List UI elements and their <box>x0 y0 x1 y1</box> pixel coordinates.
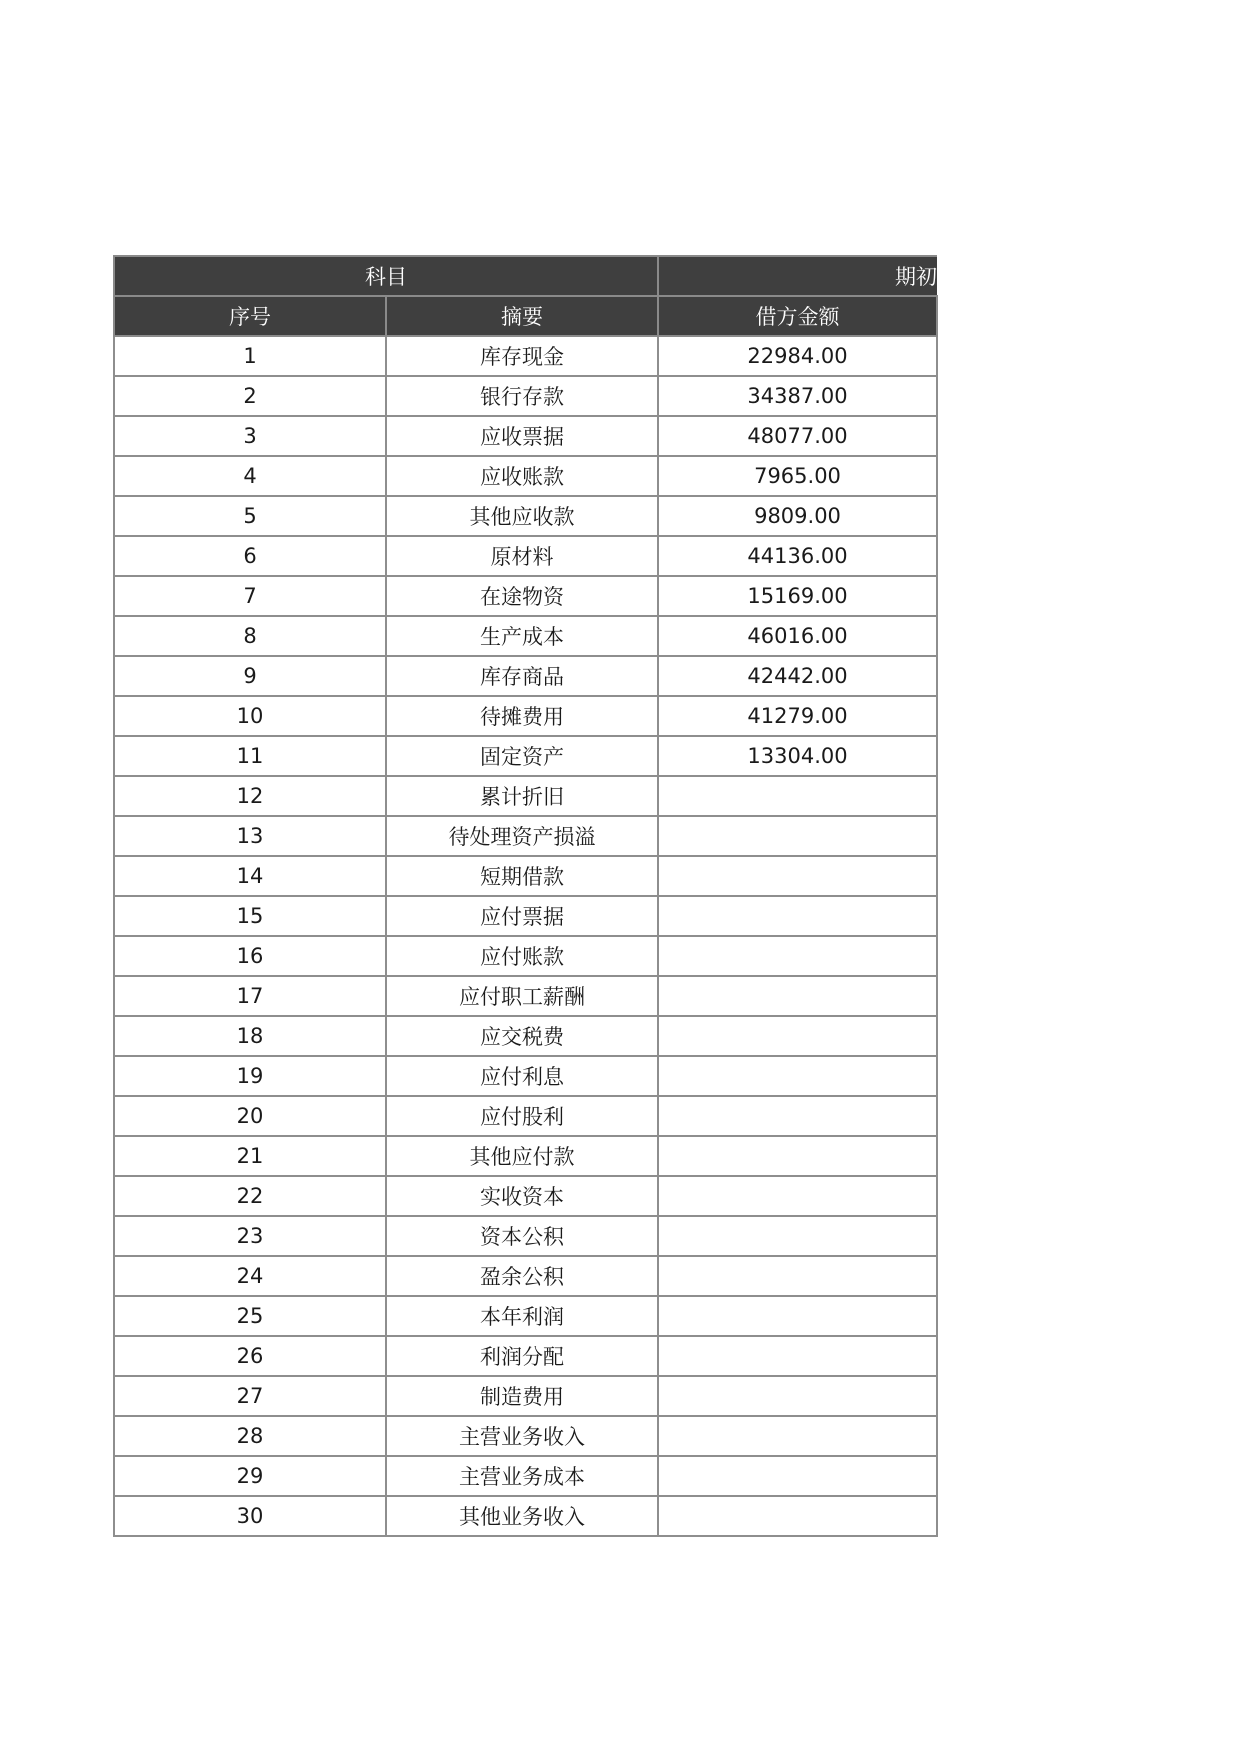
table-row <box>114 1056 937 1096</box>
row-debit-cell <box>658 1136 937 1176</box>
row-index-cell: 4 <box>114 456 386 496</box>
row-index-cell: 17 <box>114 976 386 1016</box>
row-summary-cell: 盈余公积 <box>386 1256 658 1296</box>
row-index-cell: 22 <box>114 1176 386 1216</box>
table-row <box>114 976 937 1016</box>
row-summary-cell: 资本公积 <box>386 1216 658 1256</box>
row-index-cell: 18 <box>114 1016 386 1056</box>
row-index-cell: 10 <box>114 696 386 736</box>
row-summary-cell: 累计折旧 <box>386 776 658 816</box>
row-index-cell: 2 <box>114 376 386 416</box>
row-debit-cell: 22984.00 <box>658 336 937 376</box>
row-index-cell: 19 <box>114 1056 386 1096</box>
table-row <box>114 1376 937 1416</box>
table-row <box>114 576 937 616</box>
table-row <box>114 896 937 936</box>
row-debit-cell <box>658 1096 937 1136</box>
row-debit-cell <box>658 1016 937 1056</box>
ledger-body <box>114 336 937 1536</box>
row-debit-cell <box>658 1056 937 1096</box>
row-summary-cell: 主营业务收入 <box>386 1416 658 1456</box>
table-row <box>114 1176 937 1216</box>
table-row <box>114 1016 937 1056</box>
table-row <box>114 1296 937 1336</box>
row-index-cell: 30 <box>114 1496 386 1536</box>
table-row <box>114 336 937 376</box>
row-debit-cell <box>658 856 937 896</box>
row-summary-cell: 应交税费 <box>386 1016 658 1056</box>
row-summary-cell: 应收账款 <box>386 456 658 496</box>
row-index-cell: 20 <box>114 1096 386 1136</box>
group-header-opening: 期初 <box>658 256 937 296</box>
row-index-cell: 5 <box>114 496 386 536</box>
row-debit-cell <box>658 1256 937 1296</box>
row-summary-cell: 应付票据 <box>386 896 658 936</box>
row-index-cell: 9 <box>114 656 386 696</box>
table-row <box>114 656 937 696</box>
table-row <box>114 816 937 856</box>
table-row <box>114 1096 937 1136</box>
row-summary-cell: 应付职工薪酬 <box>386 976 658 1016</box>
table-row <box>114 856 937 896</box>
table-row <box>114 1216 937 1256</box>
table-row <box>114 736 937 776</box>
row-debit-cell <box>658 776 937 816</box>
row-debit-cell <box>658 1376 937 1416</box>
table-row <box>114 1336 937 1376</box>
column-header-summary: 摘要 <box>386 296 658 336</box>
row-debit-cell: 7965.00 <box>658 456 937 496</box>
table-row <box>114 1136 937 1176</box>
table-row <box>114 696 937 736</box>
row-index-cell: 8 <box>114 616 386 656</box>
row-debit-cell: 46016.00 <box>658 616 937 656</box>
table-row <box>114 1456 937 1496</box>
table-row <box>114 1416 937 1456</box>
row-summary-cell: 其他应付款 <box>386 1136 658 1176</box>
group-header-subject: 科目 <box>114 256 658 296</box>
row-index-cell: 15 <box>114 896 386 936</box>
row-summary-cell: 库存现金 <box>386 336 658 376</box>
row-debit-cell <box>658 1336 937 1376</box>
row-debit-cell: 34387.00 <box>658 376 937 416</box>
row-index-cell: 26 <box>114 1336 386 1376</box>
row-debit-cell <box>658 896 937 936</box>
row-debit-cell <box>658 1296 937 1336</box>
row-debit-cell <box>658 976 937 1016</box>
row-index-cell: 23 <box>114 1216 386 1256</box>
row-index-cell: 11 <box>114 736 386 776</box>
row-summary-cell: 制造费用 <box>386 1376 658 1416</box>
table-row <box>114 616 937 656</box>
row-index-cell: 28 <box>114 1416 386 1456</box>
row-index-cell: 12 <box>114 776 386 816</box>
column-header-row <box>114 296 937 336</box>
row-summary-cell: 应付股利 <box>386 1096 658 1136</box>
row-summary-cell: 实收资本 <box>386 1176 658 1216</box>
row-debit-cell: 15169.00 <box>658 576 937 616</box>
row-index-cell: 14 <box>114 856 386 896</box>
row-summary-cell: 应收票据 <box>386 416 658 456</box>
column-header-debit: 借方金额 <box>658 296 937 336</box>
row-debit-cell: 42442.00 <box>658 656 937 696</box>
table-row <box>114 1256 937 1296</box>
group-header-row <box>114 256 937 296</box>
table-row <box>114 416 937 456</box>
row-index-cell: 1 <box>114 336 386 376</box>
row-debit-cell: 44136.00 <box>658 536 937 576</box>
ledger-sheet <box>113 255 938 1537</box>
row-debit-cell: 13304.00 <box>658 736 937 776</box>
row-summary-cell: 待摊费用 <box>386 696 658 736</box>
row-index-cell: 16 <box>114 936 386 976</box>
row-index-cell: 6 <box>114 536 386 576</box>
row-debit-cell <box>658 1416 937 1456</box>
row-debit-cell: 48077.00 <box>658 416 937 456</box>
row-summary-cell: 生产成本 <box>386 616 658 656</box>
table-row <box>114 936 937 976</box>
row-summary-cell: 本年利润 <box>386 1296 658 1336</box>
table-row <box>114 1496 937 1536</box>
row-index-cell: 21 <box>114 1136 386 1176</box>
table-row <box>114 536 937 576</box>
row-debit-cell <box>658 936 937 976</box>
row-summary-cell: 固定资产 <box>386 736 658 776</box>
row-index-cell: 29 <box>114 1456 386 1496</box>
row-debit-cell <box>658 1216 937 1256</box>
row-summary-cell: 库存商品 <box>386 656 658 696</box>
row-summary-cell: 其他业务收入 <box>386 1496 658 1536</box>
row-debit-cell <box>658 1456 937 1496</box>
row-debit-cell <box>658 1176 937 1216</box>
row-debit-cell: 9809.00 <box>658 496 937 536</box>
row-index-cell: 13 <box>114 816 386 856</box>
row-summary-cell: 银行存款 <box>386 376 658 416</box>
row-summary-cell: 应付利息 <box>386 1056 658 1096</box>
row-debit-cell: 41279.00 <box>658 696 937 736</box>
row-index-cell: 25 <box>114 1296 386 1336</box>
row-summary-cell: 其他应收款 <box>386 496 658 536</box>
row-index-cell: 27 <box>114 1376 386 1416</box>
row-summary-cell: 待处理资产损溢 <box>386 816 658 856</box>
account-balance-table <box>113 255 938 1537</box>
row-summary-cell: 原材料 <box>386 536 658 576</box>
table-row <box>114 776 937 816</box>
column-header-index: 序号 <box>114 296 386 336</box>
table-row <box>114 456 937 496</box>
table-row <box>114 376 937 416</box>
row-debit-cell <box>658 816 937 856</box>
row-summary-cell: 主营业务成本 <box>386 1456 658 1496</box>
row-summary-cell: 应付账款 <box>386 936 658 976</box>
row-debit-cell <box>658 1496 937 1536</box>
row-summary-cell: 在途物资 <box>386 576 658 616</box>
row-index-cell: 7 <box>114 576 386 616</box>
table-row <box>114 496 937 536</box>
row-index-cell: 24 <box>114 1256 386 1296</box>
row-summary-cell: 短期借款 <box>386 856 658 896</box>
row-index-cell: 3 <box>114 416 386 456</box>
row-summary-cell: 利润分配 <box>386 1336 658 1376</box>
